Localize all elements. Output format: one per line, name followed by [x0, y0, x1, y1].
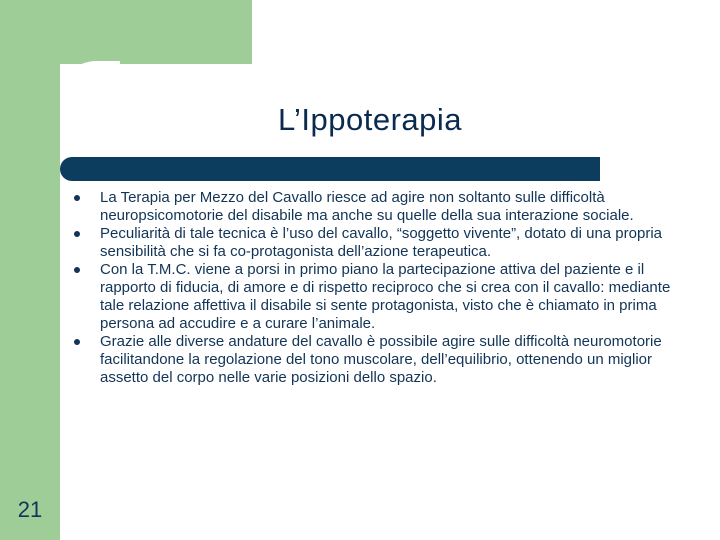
bullet-text: La Terapia per Mezzo del Cavallo riesce ad agire non soltanto sulle difficoltà neuropsicomotorie del disabile ma anche su quelle della sua interazione sociale.	[100, 189, 634, 224]
bullet-text: Grazie alle diverse andature del cavallo è possibile agire sulle difficoltà neuromotorie facilitandone la regolazione del tono muscolare, dell’equilibrio, ottenendo un miglior assetto del corpo nelle varie posizioni dello spazio.	[100, 333, 662, 386]
bullet-dot-icon	[74, 267, 80, 273]
bullet-dot-icon	[74, 195, 80, 201]
decor-left-band	[0, 0, 60, 540]
title-underline-bar	[60, 157, 600, 181]
slide-number: 21	[17, 497, 43, 522]
bullet-item	[72, 333, 672, 387]
bullet-list	[72, 189, 672, 387]
bullet-text: Peculiarità di tale tecnica è l’uso del cavallo, “soggetto vivente”, dotato di una propria sensibilità che si fa co-protagonista dell’azione terapeutica.	[100, 225, 662, 260]
slide-title: L’Ippoterapia	[277, 102, 463, 137]
decor-rounded-corner	[60, 61, 120, 121]
bullet-dot-icon	[74, 231, 80, 237]
bullet-item	[72, 225, 672, 261]
bullet-dot-icon	[74, 339, 80, 345]
bullet-item	[72, 189, 672, 225]
bullet-item	[72, 261, 672, 333]
bullet-text: Con la T.M.C. viene a porsi in primo piano la partecipazione attiva del paziente e il rapporto di fiducia, di amore e di rispetto reciproco che si crea con il cavallo: mediante tale relazione affettiva il disabile si sente protagonista, visto che è chiamato in prima persona ad accudire e a curare l’animale.	[100, 261, 671, 332]
